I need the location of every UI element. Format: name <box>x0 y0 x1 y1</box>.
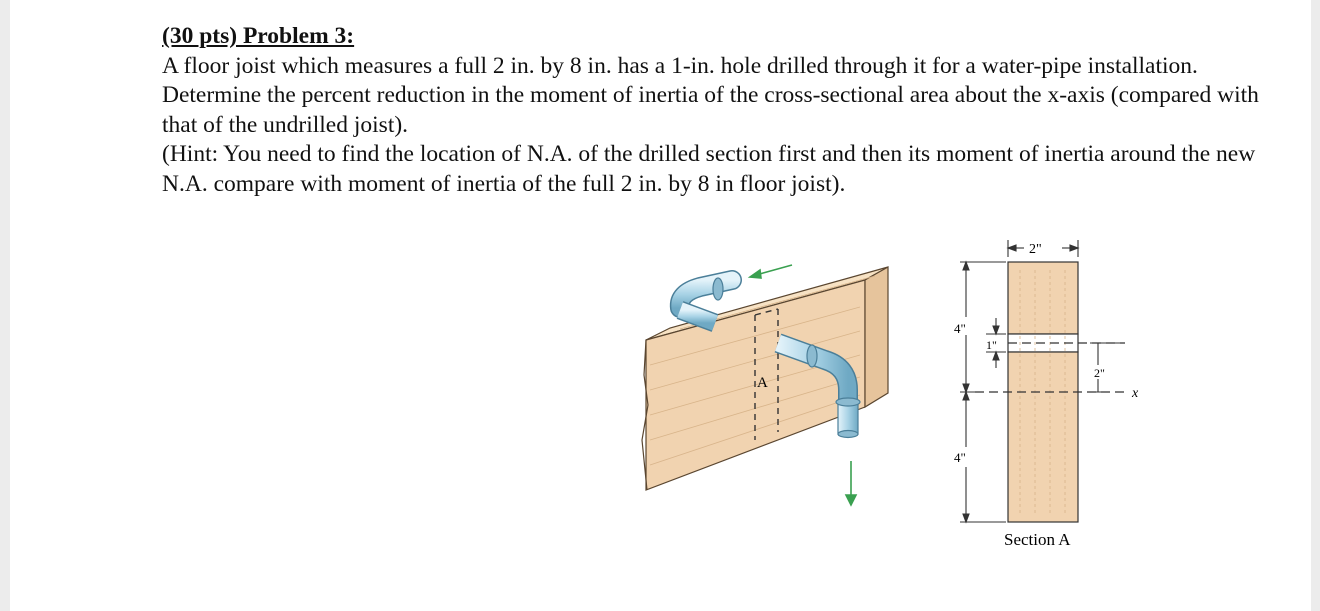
hole-label: 1" <box>986 338 997 352</box>
offset-label: 2" <box>1094 366 1105 380</box>
top-height-label: 4" <box>954 321 966 336</box>
x-axis-label: x <box>1132 386 1139 401</box>
section-upper <box>1008 262 1078 334</box>
width-dimension <box>1008 240 1078 257</box>
problem-heading: (30 pts) Problem 3: <box>162 23 355 49</box>
joist-drawing <box>642 265 888 505</box>
section-lower <box>1008 352 1078 522</box>
joist-diagram <box>620 225 1160 565</box>
joist-end-face <box>865 267 888 407</box>
problem-text <box>162 22 1272 200</box>
bottom-height-label: 4" <box>954 450 966 465</box>
page-left-edge <box>0 0 10 611</box>
width-label: 2" <box>1029 242 1042 257</box>
section-a-label: A <box>757 375 768 391</box>
problem-statement: A floor joist which measures a full 2 in. by 8 in. has a 1-in. hole drilled through it for a water-pipe installation. Determine the percent reduction in the moment of inertia of the cross-sectional area about the x-axis (compared with that of the undrilled joist). <box>162 52 1259 138</box>
joist-figure <box>620 225 1160 570</box>
section-a-drawing <box>954 240 1139 549</box>
page-right-edge <box>1311 0 1320 611</box>
section-caption: Section A <box>1004 530 1071 549</box>
problem-hint: (Hint: You need to find the location of N.A. of the drilled section first and then its moment of inertia around the new N.A. compare with moment of inertia of the full 2 in. by 8 in floor joist). <box>162 141 1256 197</box>
